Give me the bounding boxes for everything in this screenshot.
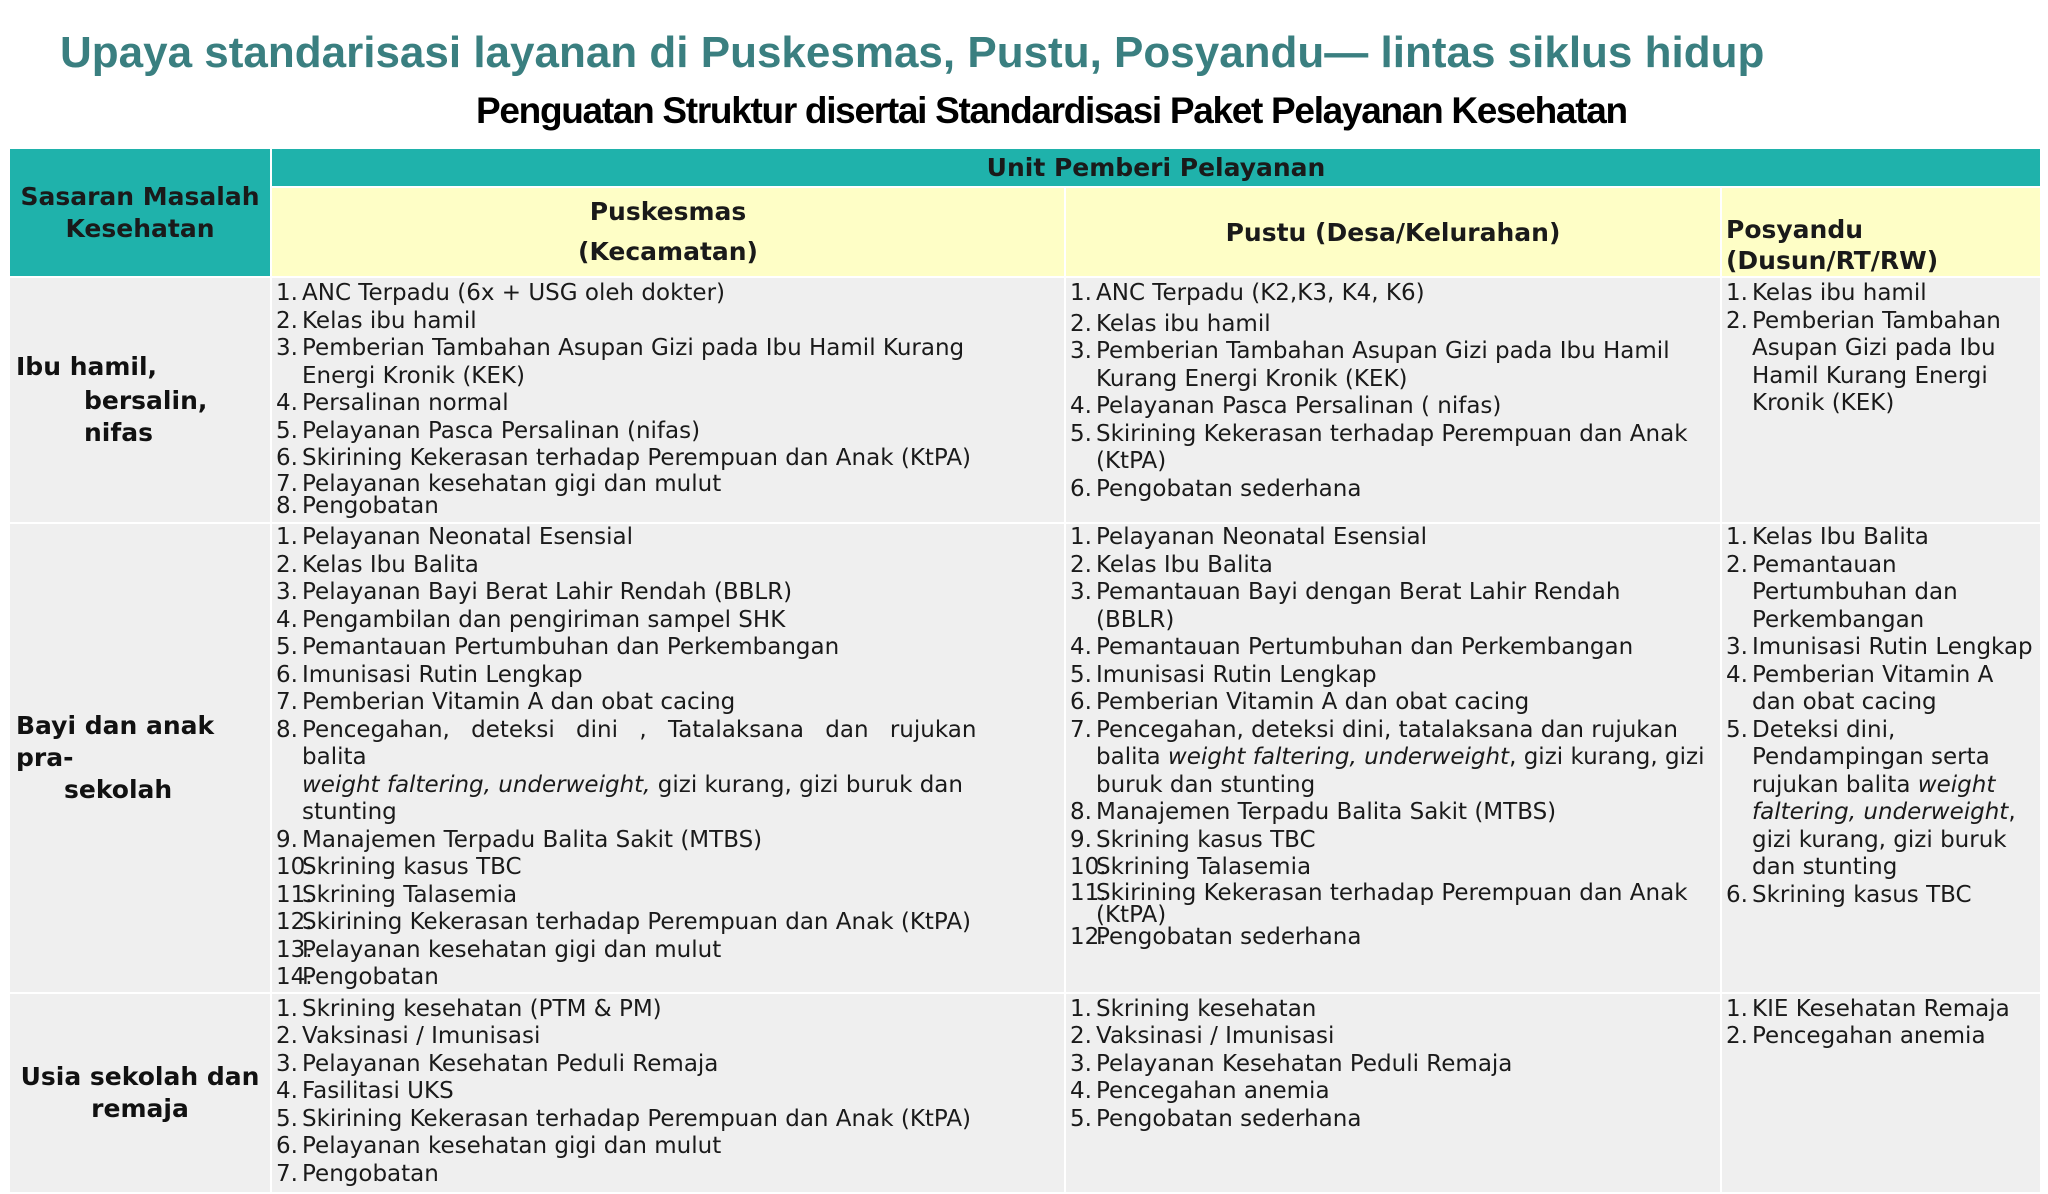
row-label-line2: sekolah bbox=[64, 774, 173, 804]
list-item: 12. Pengobatan sederhana bbox=[1070, 923, 1362, 950]
list-item: 4. Fasilitasi UKS bbox=[276, 1078, 454, 1104]
list-item: 4. Pencegahan anemia bbox=[1070, 1078, 1330, 1104]
posyandu-cell bbox=[1721, 277, 2041, 523]
row-label-bayi bbox=[9, 523, 271, 993]
header-posyandu-line1: Posyandu bbox=[1726, 215, 1864, 244]
list-item: 3. Pemantauan Bayi dengan Berat Lahir Rendah (BBLR) bbox=[1070, 579, 1621, 633]
list-item: 1. Kelas ibu hamil bbox=[1726, 280, 1927, 306]
list-item: 1. Skrining kesehatan (PTM & PM) bbox=[276, 995, 662, 1022]
row-label-ibu-hamil bbox=[9, 277, 271, 523]
list-item: 8. Pengobatan bbox=[276, 492, 439, 519]
row-label-remaja bbox=[9, 993, 271, 1193]
row-label-line2: bersalin, nifas bbox=[84, 386, 208, 447]
row-label-line2: remaja bbox=[91, 1093, 189, 1123]
pustu-cell bbox=[1065, 277, 1721, 523]
pustu-cell bbox=[1065, 523, 1721, 993]
posyandu-list bbox=[1726, 280, 2036, 418]
table-row bbox=[9, 523, 2041, 993]
table-row bbox=[9, 993, 2041, 1193]
list-item: 5. Skirining Kekerasan terhadap Perempuan dan Anak (KtPA) bbox=[276, 1105, 972, 1132]
pustu-list bbox=[1070, 524, 1716, 948]
list-item: 3. Pelayanan Kesehatan Peduli Remaja bbox=[1070, 1050, 1513, 1077]
puskesmas-cell bbox=[271, 993, 1065, 1193]
list-item: 2. Kelas Ibu Balita bbox=[1070, 551, 1273, 578]
list-item: 6. Pemberian Vitamin A dan obat cacing bbox=[1070, 689, 1530, 715]
list-item: 10. Skrining Talasemia bbox=[1070, 854, 1312, 880]
list-item: 7. Pencegahan, deteksi dini, tatalaksana dan rujukan balita weight faltering, underweight, gizi kurang, gizi buruk dan stunting bbox=[1070, 716, 1705, 798]
table-row bbox=[9, 277, 2041, 523]
list-item: 10. Skrining kasus TBC bbox=[276, 854, 522, 880]
list-item: 7. Pelayanan kesehatan gigi dan mulut bbox=[276, 470, 722, 497]
list-item: 6. Skirining Kekerasan terhadap Perempuan dan Anak (KtPA) bbox=[276, 445, 972, 471]
list-item: 2. Kelas ibu hamil bbox=[276, 307, 477, 334]
list-item: 3. Imunisasi Rutin Lengkap bbox=[1726, 634, 2033, 660]
row-label-line1: Ibu hamil, bbox=[16, 352, 158, 381]
puskesmas-list bbox=[276, 280, 1060, 517]
list-item: 5. Pemantauan Pertumbuhan dan Perkembangan bbox=[276, 634, 840, 660]
header-puskesmas bbox=[271, 187, 1065, 277]
puskesmas-list bbox=[276, 996, 1060, 1189]
list-item: 2. Kelas Ibu Balita bbox=[276, 551, 479, 578]
list-item: 1. ANC Terpadu (6x + USG oleh dokter) bbox=[276, 280, 726, 306]
header-sasaran-line2: Kesehatan bbox=[65, 213, 215, 243]
posyandu-list bbox=[1726, 524, 2036, 909]
list-item: 5. Pengobatan sederhana bbox=[1070, 1105, 1362, 1132]
list-item: 2. Pencegahan anemia bbox=[1726, 1023, 1986, 1049]
pustu-cell bbox=[1065, 993, 1721, 1193]
list-item: 3. Pemberian Tambahan Asupan Gizi pada Ibu Hamil Kurang Energi Kronik (KEK) bbox=[1070, 338, 1670, 392]
page-subtitle: Penguatan Struktur disertai Standardisasi Paket Pelayanan Kesehatan bbox=[476, 90, 1627, 131]
list-item: 7. Pengobatan bbox=[276, 1160, 439, 1187]
list-item: 6. Skrining kasus TBC bbox=[1726, 881, 1972, 908]
list-item: 4. Pemberian Vitamin A dan obat cacing bbox=[1726, 661, 1994, 715]
list-item: 13. Pelayanan kesehatan gigi dan mulut bbox=[276, 936, 722, 963]
list-item: 7. Pemberian Vitamin A dan obat cacing bbox=[276, 689, 736, 715]
header-puskesmas-line2: (Kecamatan) bbox=[578, 237, 758, 266]
header-unit: Unit Pemberi Pelayanan bbox=[271, 148, 2041, 187]
list-item: 3. Pelayanan Bayi Berat Lahir Rendah (BBLR) bbox=[276, 579, 793, 605]
row-label-line1: Usia sekolah dan bbox=[20, 1061, 260, 1091]
row-label-line1: Bayi dan anak pra- bbox=[16, 710, 215, 772]
list-item: 11. Skrining Talasemia bbox=[276, 881, 518, 908]
list-item: 1. KIE Kesehatan Remaja bbox=[1726, 995, 2010, 1022]
list-item: 2. Pemantauan Pertumbuhan dan Perkembangan bbox=[1726, 551, 1958, 633]
list-item: 1. Pelayanan Neonatal Esensial bbox=[276, 524, 633, 550]
list-item: 1. Skrining kesehatan bbox=[1070, 995, 1317, 1022]
posyandu-list bbox=[1726, 996, 2036, 1051]
header-pustu: Pustu (Desa/Kelurahan) bbox=[1065, 187, 1721, 277]
list-item: 5. Imunisasi Rutin Lengkap bbox=[1070, 661, 1377, 688]
list-item: 9. Manajemen Terpadu Balita Sakit (MTBS) bbox=[276, 826, 763, 853]
list-item: 14. Pengobatan bbox=[276, 964, 439, 990]
puskesmas-cell bbox=[271, 523, 1065, 993]
list-item: 2. Vaksinasi / Imunisasi bbox=[1070, 1023, 1335, 1049]
list-item: 5. Deteksi dini, Pendampingan serta rujukan balita weight faltering, underweight, gizi kurang, gizi buruk dan stunting bbox=[1726, 716, 2016, 880]
list-item: 6. Pengobatan sederhana bbox=[1070, 475, 1362, 502]
list-item: 5. Pelayanan Pasca Persalinan (nifas) bbox=[276, 417, 701, 444]
list-item: 11. Skirining Kekerasan terhadap Perempuan dan Anak (KtPA) bbox=[1070, 879, 1688, 928]
header-sasaran-line1: Sasaran Masalah bbox=[20, 181, 260, 211]
list-item: 3. Pemberian Tambahan Asupan Gizi pada Ibu Hamil Kurang Energi Kronik (KEK) bbox=[276, 335, 965, 389]
list-item: 2. Vaksinasi / Imunisasi bbox=[276, 1023, 541, 1049]
list-item: 4. Persalinan normal bbox=[276, 390, 509, 416]
list-item: 4. Pengambilan dan pengiriman sampel SHK bbox=[276, 606, 786, 633]
list-item: 2. Kelas ibu hamil bbox=[1070, 310, 1271, 337]
list-item: 1. Kelas Ibu Balita bbox=[1726, 524, 1929, 550]
list-item: 9. Skrining kasus TBC bbox=[1070, 826, 1316, 853]
posyandu-cell bbox=[1721, 523, 2041, 993]
header-posyandu-line2: (Dusun/RT/RW) bbox=[1726, 246, 1939, 275]
list-item: 6. Pelayanan kesehatan gigi dan mulut bbox=[276, 1133, 722, 1159]
list-item: 12. Skirining Kekerasan terhadap Perempuan dan Anak (KtPA) bbox=[276, 909, 972, 935]
service-table bbox=[8, 147, 2042, 1194]
puskesmas-cell bbox=[271, 277, 1065, 523]
header-puskesmas-line1: Puskesmas bbox=[589, 197, 747, 226]
header-posyandu bbox=[1721, 187, 2041, 277]
posyandu-cell bbox=[1721, 993, 2041, 1193]
list-item: 1. Pelayanan Neonatal Esensial bbox=[1070, 524, 1427, 550]
pustu-list bbox=[1070, 280, 1716, 503]
list-item: 4. Pemantauan Pertumbuhan dan Perkembangan bbox=[1070, 634, 1634, 660]
page-title: Upaya standarisasi layanan di Puskesmas, Pustu, Posyandu— lintas siklus hidup bbox=[60, 28, 1765, 77]
pustu-list bbox=[1070, 996, 1716, 1134]
list-item: 8. Manajemen Terpadu Balita Sakit (MTBS) bbox=[1070, 799, 1557, 825]
list-item: 4. Pelayanan Pasca Persalinan ( nifas) bbox=[1070, 393, 1502, 419]
header-sasaran bbox=[9, 148, 271, 277]
list-item: 1. ANC Terpadu (K2,K3, K4, K6) bbox=[1070, 280, 1425, 306]
list-item: 3. Pelayanan Kesehatan Peduli Remaja bbox=[276, 1050, 719, 1077]
list-item: 5. Skirining Kekerasan terhadap Perempuan dan Anak (KtPA) bbox=[1070, 420, 1688, 474]
list-item: 2. Pemberian Tambahan Asupan Gizi pada Ibu Hamil Kurang Energi Kronik (KEK) bbox=[1726, 307, 2001, 416]
list-item: 8. Pencegahan, deteksi dini , Tatalaksana dan rujukan balita weight faltering, underweight, gizi kurang, gizi buruk dan stunting bbox=[276, 716, 977, 825]
puskesmas-list bbox=[276, 524, 1060, 992]
list-item: 6. Imunisasi Rutin Lengkap bbox=[276, 661, 583, 688]
